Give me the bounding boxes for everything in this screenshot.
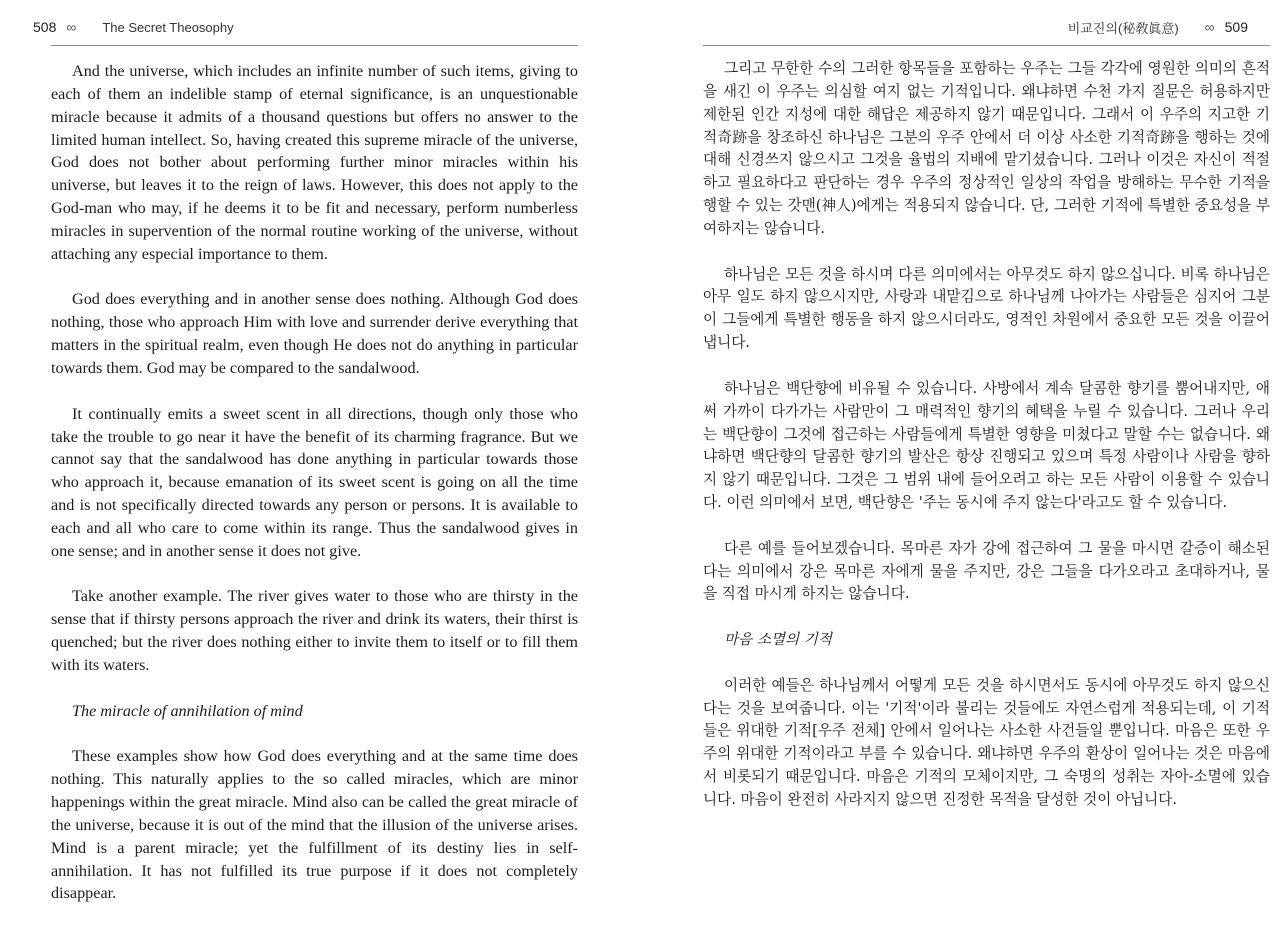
header-divider [51,45,578,46]
paragraph: 이러한 예들은 하나님께서 어떻게 모든 것을 하시면서도 동시에 아무것도 하지 않으신다는 것을 보여줍니다. 이는 '기적'이라 불리는 것들에도 자연스럽게 적용되는데, 이 기적들은 위대한 기적[우주 전체] 안에서 일어나는 사소한 사건들일 뿐입니다. 마음은 또한 우주의 위대한 기적이라고 부를 수 있습니다. 왜냐하면 우주의 환상이 일어나는 것은 마음에서 비롯되기 때문입니다. 마음은 기적의 모체이지만, 그 숙명의 성취는 자아-소멸에 있습니다. 마음이 완전히 사라지지 않으면 진정한 목적을 달성한 것이 아닙니다. [703,676,1270,808]
right-page-header [703,16,1248,38]
section-heading: The miracle of annihilation of mind [72,701,303,720]
infinity-icon: ∞ [1204,19,1215,35]
page-number: 508 [33,19,57,35]
paragraph: It continually emits a sweet scent in all directions, though only those who take the trouble to go near it have the benefit of its charming fragrance. But we cannot say that the sandalwood has done anything in particular towards those who approach it, because emanation of its sweet scent is going on all the time and is not specifically directed towards any person or persons. It is available to each and all who care to come within its range. Thus the sandalwood gives in one sense; and in another sense it does not give. [51,404,578,560]
paragraph: These examples show how God does everything and at the same time does nothing. This naturally applies to the so called miracles, which are minor happenings within the great miracle. Mind also can be called the great miracle of the universe, because it is out of the mind that the illusion of the universe arises. Mind is a parent miracle; yet the fulfillment of its destiny lies in self-annihilation. It has not fulfilled its true purpose if it does not completely disappear. [51,747,578,903]
paragraph: 하나님은 모든 것을 하시며 다른 의미에서는 아무것도 하지 않으십니다. 비록 하나님은 아무 일도 하지 않으시지만, 사랑과 내맡김으로 하나님께 나아가는 사람들은 심지어 그분이 그들에게 특별한 행동을 하지 않으시더라도, 영적인 차원에서 중요한 모든 것을 이끌어 냅니다. [703,265,1270,352]
paragraph: 그리고 무한한 수의 그러한 항목들을 포함하는 우주는 그들 각각에 영원한 의미의 흔적을 새긴 이 우주는 의심할 여지 없는 기적입니다. 왜냐하면 수천 가지 질문은 허용하지만 제한된 인간 지성에 대한 해답은 제공하지 않기 때문입니다. 그래서 이 우주의 지고한 기적奇跡을 창조하신 하나님은 그분의 우주 안에서 더 이상 사소한 기적奇跡을 행하는 것에 대해 신경쓰지 않으시고 그것을 율법의 지배에 맡기셨습니다. 그러나 이것은 자신이 적절하고 필요하다고 판단하는 경우 우주의 정상적인 일상의 작업을 방해하는 무수한 기적을 행할 수 있는 갓맨(神人)에게는 적용되지 않습니다. 단, 그러한 기적에 특별한 중요성을 부여하지는 않습니다. [703,60,1270,237]
header-divider [703,45,1270,46]
left-page-header [33,16,578,38]
paragraph: And the universe, which includes an infinite number of such items, giving to each of them an indelible stamp of eternal significance, is an unquestionable miracle because it admits of a thousand questions but offers no answer to the limited human intellect. So, having created this supreme miracle of the universe, God does not bother about performing further minor miracles within his universe, but leaves it to the reign of laws. However, this does not apply to the God-man who may, if he deems it to be fit and necessary, perform numberless miracles in supervention of the normal routine working of the universe, without attaching any especial importance to them. [51,62,578,263]
running-title: 비교진의(秘敎眞意) [1067,20,1179,36]
paragraph: God does everything and in another sense does nothing. Although God does nothing, those who approach Him with love and surrender derive everything that matters in the spiritual realm, even though He does not do anything in particular towards them. God may be compared to the sandalwood. [51,290,578,377]
running-title: The Secret Theosophy [102,19,234,35]
paragraph: 하나님은 백단향에 비유될 수 있습니다. 사방에서 계속 달콤한 향기를 뿜어내지만, 애써 가까이 다가가는 사람만이 그 매력적인 향기의 혜택을 누릴 수 있습니다. 그러나 우리는 백단향이 그것에 접근하는 사람들에게 특별한 영향을 미쳤다고 말할 수는 없습니다. 왜냐하면 백단향의 달콤한 향기의 발산은 항상 진행되고 있으며 특정 사람이나 사람을 향하지 않기 때문입니다. 그것은 그 범위 내에 들어오려고 하는 모든 사람이 이용할 수 있습니다. 이런 의미에서 보면, 백단향은 '주는 동시에 주지 않는다'라고도 할 수 있습니다. [703,379,1270,512]
paragraph: Take another example. The river gives water to those who are thirsty in the sense that if thirsty persons approach the river and drink its waters, their thirst is quenched; but the river does nothing either to invite them to itself or to fill them with its waters. [51,587,578,674]
paragraph: 다른 예를 들어보겠습니다. 목마른 자가 강에 접근하여 그 물을 마시면 갈증이 해소된다는 의미에서 강은 목마른 자에게 물을 주지만, 강은 그들을 다가오라고 초대하거나, 물을 직접 마시게 하지는 않습니다. [703,539,1270,603]
section-heading: 마음 소멸의 기적 [724,631,832,649]
right-page-body [703,58,1270,835]
right-page [640,0,1280,947]
left-page-body [51,60,578,928]
infinity-icon: ∞ [66,19,77,35]
page-number: 509 [1224,19,1248,35]
